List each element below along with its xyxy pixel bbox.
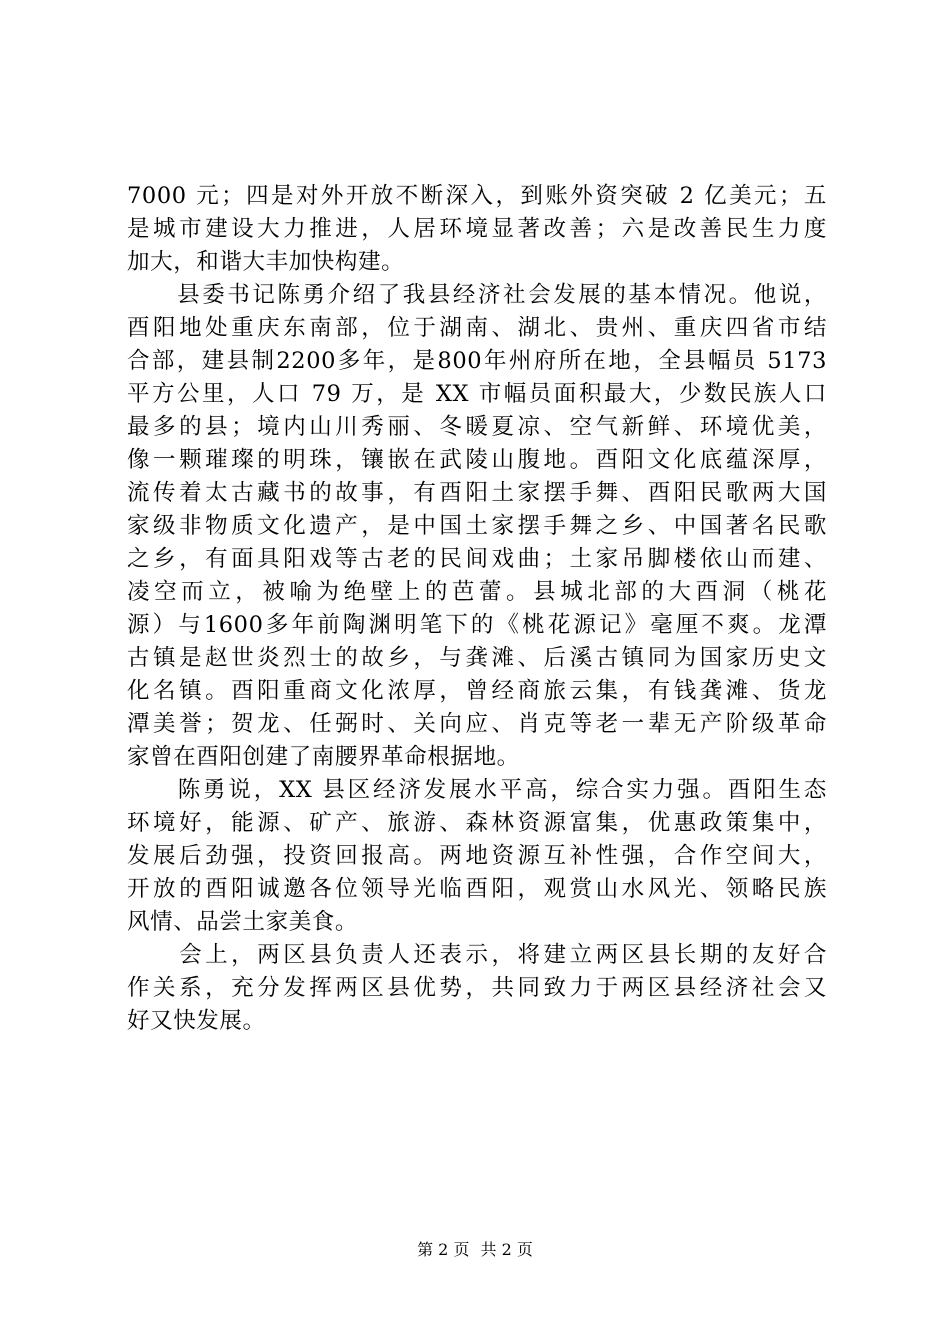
body-text-line: 加大，和谐大丰加快构建。 xyxy=(127,249,405,275)
body-text-line: 7000 元；四是对外开放不断深入，到账外资突破 2 亿美元；五 xyxy=(127,183,827,209)
body-text-line: 凌空而立，被喻为绝壁上的芭蕾。县城北部的大酉洞（桃花 xyxy=(127,579,827,605)
body-text-line: 源）与1600多年前陶渊明笔下的《桃花源记》毫厘不爽。龙潭 xyxy=(127,612,827,638)
body-text-line: 之乡，有面具阳戏等古老的民间戏曲；土家吊脚楼依山而建、 xyxy=(127,546,827,572)
body-text-line: 平方公里，人口 79 万，是 XX 市幅员面积最大，少数民族人口 xyxy=(127,381,827,407)
body-text-line: 像一颗璀璨的明珠，镶嵌在武陵山腹地。酉阳文化底蕴深厚， xyxy=(127,447,827,473)
body-text-line: 流传着太古藏书的故事，有酉阳土家摆手舞、酉阳民歌两大国 xyxy=(127,480,827,506)
body-text-line: 开放的酉阳诚邀各位领导光临酉阳，观赏山水风光、领略民族 xyxy=(127,876,827,902)
body-text-line: 作关系，充分发挥两区县优势，共同致力于两区县经济社会又 xyxy=(127,975,827,1001)
body-text-line: 好又快发展。 xyxy=(127,1008,266,1034)
body-text-line: 环境好，能源、矿产、旅游、森林资源富集，优惠政策集中， xyxy=(127,810,827,836)
body-text-line: 是城市建设大力推进，人居环境显著改善；六是改善民生力度 xyxy=(127,216,827,242)
body-text-line: 发展后劲强，投资回报高。两地资源互补性强，合作空间大， xyxy=(127,843,827,869)
body-text-line: 陈勇说，XX 县区经济发展水平高，综合实力强。酉阳生态 xyxy=(127,777,827,803)
page-number: 第 2 页 xyxy=(417,1240,470,1259)
body-text-line: 家级非物质文化遗产，是中国土家摆手舞之乡、中国著名民歌 xyxy=(127,513,827,539)
page-footer xyxy=(0,1240,950,1260)
body-text-line: 家曾在酉阳创建了南腰界革命根据地。 xyxy=(127,744,520,770)
body-text-line: 古镇是赵世炎烈士的故乡，与龚滩、后溪古镇同为国家历史文 xyxy=(127,645,827,671)
body-text-line: 最多的县；境内山川秀丽、冬暖夏凉、空气新鲜、环境优美， xyxy=(127,414,827,440)
body-text-line: 潭美誉；贺龙、任弼时、关向应、肖克等老一辈无产阶级革命 xyxy=(127,711,827,737)
body-text-line: 合部，建县制2200多年，是800年州府所在地，全县幅员 5173 xyxy=(127,348,827,374)
body-text-line: 县委书记陈勇介绍了我县经济社会发展的基本情况。他说， xyxy=(127,282,827,308)
body-text-line: 酉阳地处重庆东南部，位于湖南、湖北、贵州、重庆四省市结 xyxy=(127,315,827,341)
body-text-line: 化名镇。酉阳重商文化浓厚，曾经商旅云集，有钱龚滩、货龙 xyxy=(127,678,827,704)
body-text-line: 会上，两区县负责人还表示，将建立两区县长期的友好合 xyxy=(127,942,827,968)
page-total: 共 2 页 xyxy=(480,1240,533,1259)
body-text-line: 风情、品尝土家美食。 xyxy=(127,909,359,935)
